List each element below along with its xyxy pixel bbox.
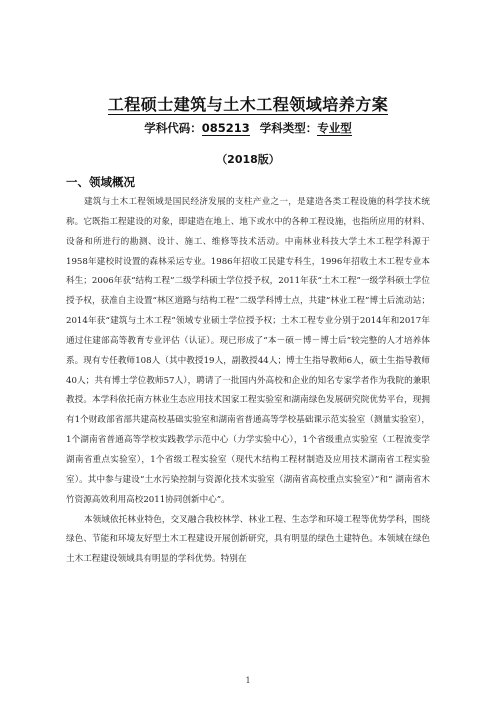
document-version: （2018版）	[216, 153, 280, 166]
subject-type: 专业型	[317, 121, 352, 135]
subject-code-label: 学科代码：	[144, 121, 202, 135]
subject-type-label: 学科类型：	[259, 121, 318, 135]
section-heading: 一、领域概况	[66, 175, 135, 189]
page-number: 1	[245, 676, 251, 685]
paragraph: 建筑与土木工程领域是国民经济发展的支柱产业之一，是建造各类工程设施的科学技术统称。它既指工程建设的对象，即建造在地上、地下或水中的各种工程设施，也指所应用的材料、设备和所进行的勘测、设计、施工、维修等技术活动。中南林业科技大学土木工程学科源于1958年建校时设置的森林采运专业。1986年招收工民建专科生，1996年招收土木工程专业本科生；2006年获“结构工程”二级学科硕士学位授予权，2011年获“土木工程”一级学科硕士学位授予权，获准自主设置“林区道路与结构工程”二级学科博士点，共建“林业工程”博士后流动站；2014年获“建筑与土木工程”领域专业硕士学位授予权；土木工程专业分别于2014年和2017年通过住建部高等教育专业评估（认证）。现已形成了“本－硕－博－博士后”较完整的人才培养体系。现有专任教师108人（其中教授19人，副教授44人；博士生指导教师6人，硕士生指导教师40人；共有博士学位教师57人），聘请了一批国内外高校和企业的知名专家学者作为我院的兼职教授。本学科依托南方林业生态应用技术国家工程实验室和湖南绿色发展研究院优势平台，现拥有1个财政部省部共建高校基础实验室和湖南省普通高等学校基础课示范实验室（测量实验室），1个湖南省普通高等学校实践教学示范中心（力学实验中心），1个省级重点实验室（工程流变学湖南省重点实验室），1个省级工程实验室（现代木结构工程材制造及应用技术湖南省工程实验室）。其中参与建设“土水污染控制与资源化技术实验室（湖南省高校重点实验室）”和“ 湖南省木竹资源高效利用高校2011协同创新中心”。	[66, 197, 430, 505]
document-title-text: 工程硕士建筑与土木工程领域培养方案	[107, 95, 389, 114]
document-body	[66, 193, 430, 570]
paragraph: 本领域依托林业特色，交叉融合我校林学、林业工程、生态学和环境工程等优势学科，围绕绿色、节能和环境友好型土木工程建设开展创新研究，具有明显的绿色土建特色。本领域在绿色土木工程建设领域具有明显的学科优势。特别在	[66, 514, 430, 565]
document-title	[0, 92, 496, 115]
subject-code: 085213	[201, 121, 250, 135]
document-subtitle	[0, 120, 496, 136]
